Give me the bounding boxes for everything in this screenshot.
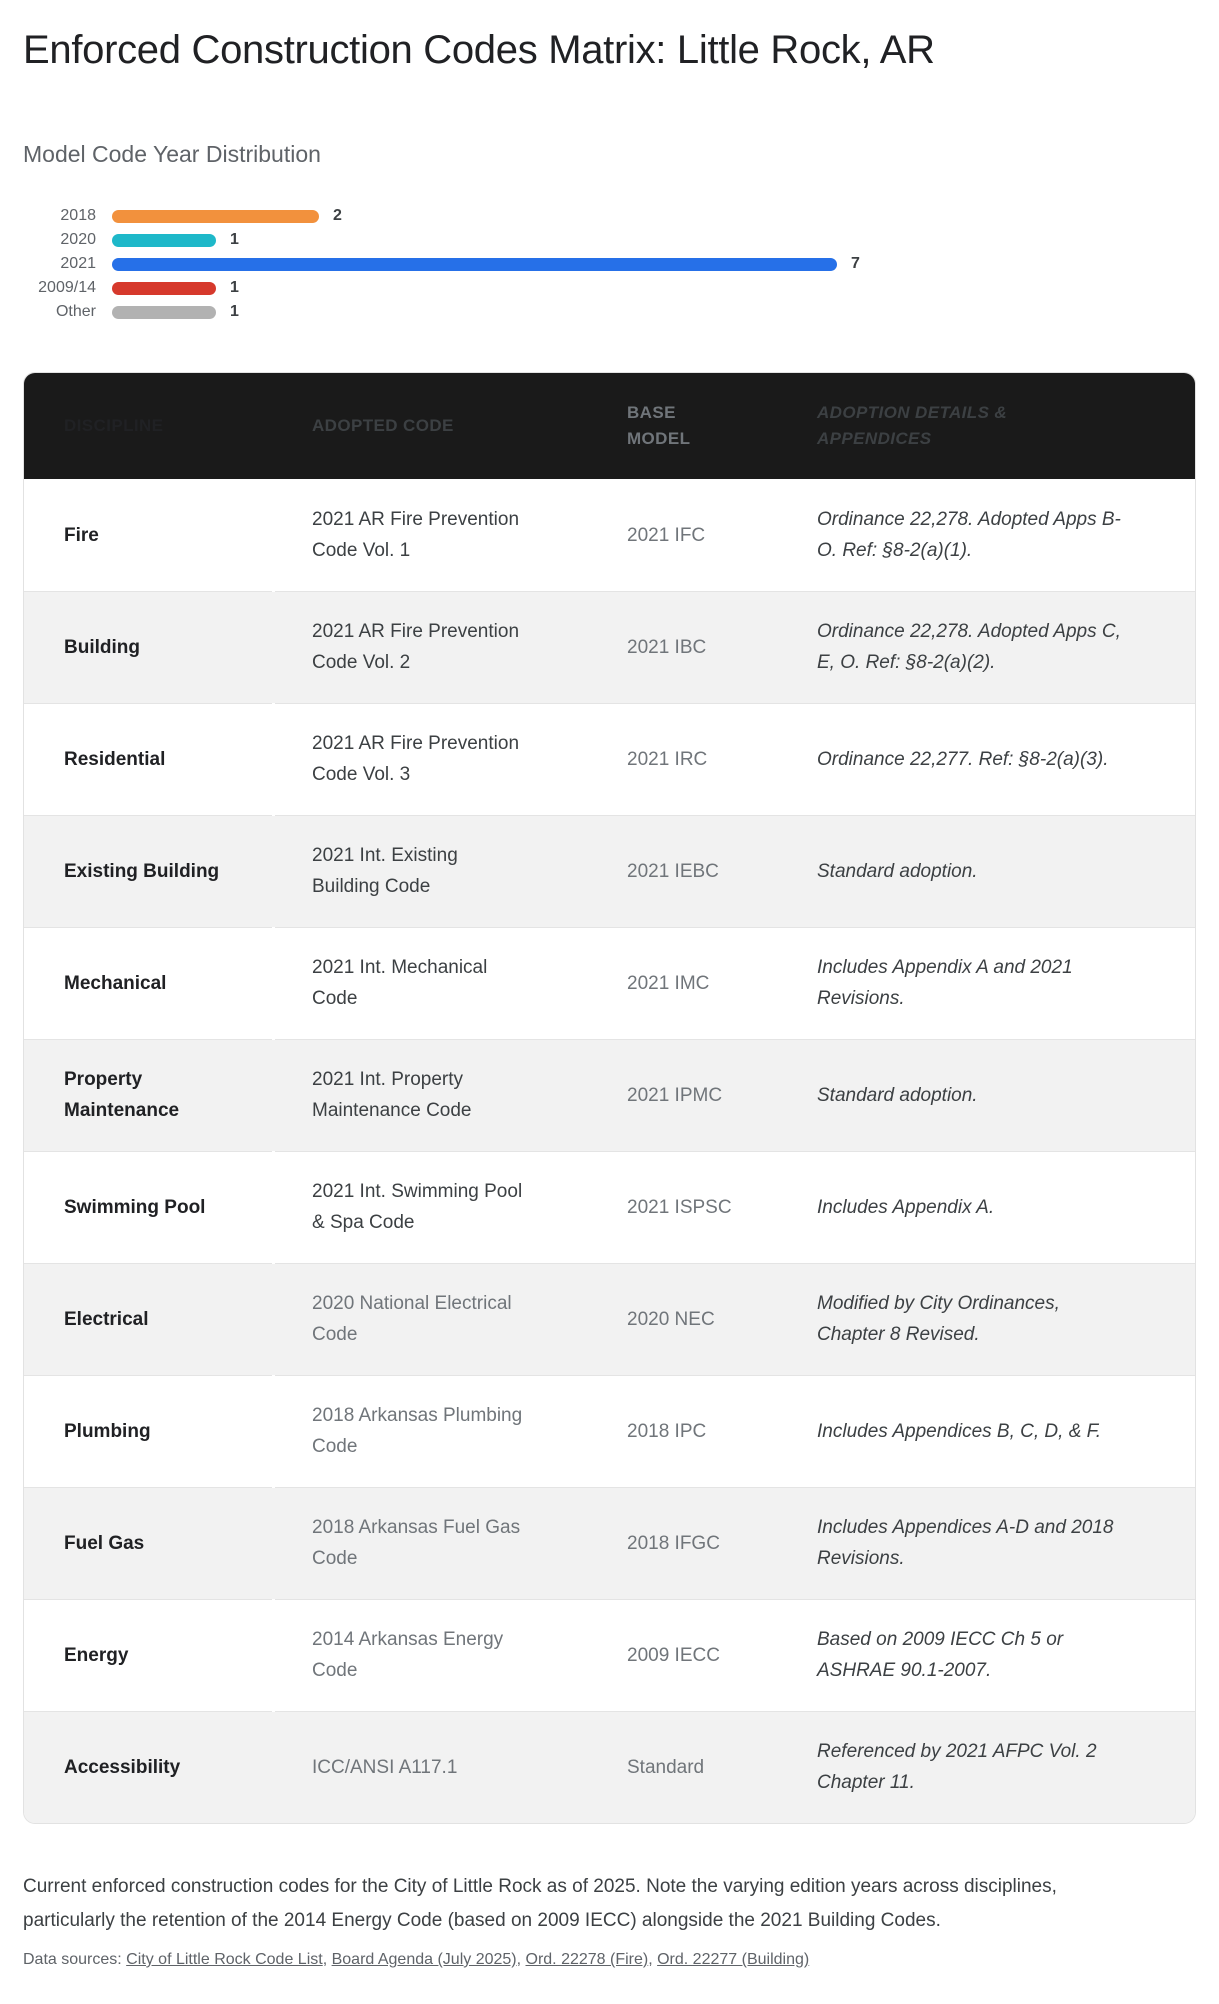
source-link[interactable]: City of Little Rock Code List — [126, 1951, 323, 1968]
sources-label: Data sources: — [23, 1951, 122, 1968]
cell-adopted-code: 2020 National Electrical Code — [312, 1293, 512, 1345]
table-body — [24, 479, 1195, 1823]
bar-chart — [23, 204, 1196, 324]
chart-category-label: 2018 — [60, 207, 96, 224]
cell-adoption-details: Ordinance 22,278. Adopted Apps C, E, O. Ref: §8-2(a)(2). — [817, 621, 1121, 673]
cell-base-model: 2021 IRC — [627, 748, 708, 770]
cell-adoption-details: Standard adoption. — [817, 860, 978, 882]
chart-row — [23, 228, 1196, 252]
cell-base-model: 2021 IBC — [627, 636, 707, 658]
table-row — [24, 1711, 1195, 1823]
chart-bar — [112, 306, 216, 319]
table-row — [24, 591, 1195, 703]
chart-category-label: 2021 — [60, 255, 96, 272]
cell-base-model: Standard — [627, 1756, 705, 1778]
cell-discipline: Plumbing — [64, 1420, 151, 1442]
chart-row — [23, 300, 1196, 324]
cell-base-model: 2020 NEC — [627, 1308, 715, 1330]
cell-discipline: Existing Building — [64, 860, 220, 882]
cell-base-model: 2021 IFC — [627, 524, 706, 546]
cell-discipline: Property Maintenance — [64, 1069, 180, 1121]
cell-discipline: Mechanical — [64, 972, 167, 994]
codes-table — [23, 372, 1196, 1824]
table-header — [24, 373, 1195, 479]
cell-base-model: 2021 IEBC — [627, 860, 719, 882]
source-link[interactable]: Ord. 22278 (Fire) — [525, 1951, 649, 1968]
cell-discipline: Fire — [64, 524, 99, 546]
cell-adoption-details: Includes Appendix A and 2021 Revisions. — [817, 957, 1073, 1009]
source-link[interactable]: Ord. 22277 (Building) — [657, 1951, 810, 1968]
cell-discipline: Swimming Pool — [64, 1196, 206, 1218]
cell-adopted-code: 2021 Int. Existing Building Code — [312, 845, 458, 897]
cell-adoption-details: Includes Appendices B, C, D, & F. — [817, 1420, 1102, 1442]
cell-base-model: 2018 IFGC — [627, 1532, 720, 1554]
header-cell-base-model: BASE MODEL — [627, 402, 691, 448]
chart-bar — [112, 258, 837, 271]
table-row — [24, 815, 1195, 927]
chart-bar — [112, 234, 216, 247]
cell-base-model: 2018 IPC — [627, 1420, 707, 1442]
cell-base-model: 2009 IECC — [627, 1644, 720, 1666]
page-title: Enforced Construction Codes Matrix: Little Rock, AR — [23, 28, 935, 72]
cell-adoption-details: Based on 2009 IECC Ch 5 or ASHRAE 90.1-2007. — [817, 1629, 1064, 1681]
table-row — [24, 703, 1195, 815]
data-sources — [23, 1948, 1196, 1972]
cell-adoption-details: Referenced by 2021 AFPC Vol. 2 Chapter 11. — [817, 1741, 1097, 1793]
cell-adopted-code: 2021 AR Fire Prevention Code Vol. 3 — [312, 733, 520, 785]
footer-note: Current enforced construction codes for the City of Little Rock as of 2025. Note the varying edition years across disciplines, particularly the retention of the 2014 Energy Code (based on 2009 IECC) alongside the 2021 Building Codes. — [23, 1876, 1057, 1931]
cell-discipline: Residential — [64, 748, 166, 770]
header-cell-discipline: DISCIPLINE — [64, 415, 164, 435]
cell-adopted-code: 2014 Arkansas Energy Code — [312, 1629, 504, 1681]
header-cell-adoption-details: ADOPTION DETAILS & APPENDICES — [817, 402, 1008, 448]
cell-adopted-code: 2021 Int. Mechanical Code — [312, 957, 488, 1009]
chart-category-label: 2009/14 — [38, 279, 96, 296]
cell-adopted-code: 2021 Int. Property Maintenance Code — [312, 1069, 472, 1121]
header-cell-adopted-code: ADOPTED CODE — [312, 415, 454, 435]
table-row — [24, 479, 1195, 591]
source-link[interactable]: Board Agenda (July 2025) — [331, 1951, 517, 1968]
cell-discipline: Energy — [64, 1644, 129, 1666]
cell-base-model: 2021 IMC — [627, 972, 710, 994]
chart-category-label: 2020 — [60, 231, 96, 248]
cell-discipline: Fuel Gas — [64, 1532, 145, 1554]
chart-row — [23, 276, 1196, 300]
cell-discipline: Electrical — [64, 1308, 149, 1330]
chart-row — [23, 252, 1196, 276]
cell-adopted-code: 2021 AR Fire Prevention Code Vol. 1 — [312, 509, 520, 561]
chart-value-label: 1 — [230, 279, 239, 296]
chart-bar — [112, 282, 216, 295]
cell-adoption-details: Modified by City Ordinances, Chapter 8 Revised. — [817, 1293, 1060, 1345]
cell-discipline: Accessibility — [64, 1756, 181, 1778]
cell-adoption-details: Standard adoption. — [817, 1084, 978, 1106]
cell-adopted-code: 2018 Arkansas Plumbing Code — [312, 1405, 523, 1457]
cell-base-model: 2021 IPMC — [627, 1084, 723, 1106]
cell-adoption-details: Includes Appendix A. — [817, 1196, 995, 1218]
table-row — [24, 1039, 1195, 1151]
cell-adopted-code: 2021 Int. Swimming Pool & Spa Code — [312, 1181, 523, 1233]
cell-adopted-code: ICC/ANSI A117.1 — [312, 1756, 458, 1778]
chart-row — [23, 204, 1196, 228]
table-row — [24, 1375, 1195, 1487]
table-row — [24, 1487, 1195, 1599]
table-row — [24, 1599, 1195, 1711]
cell-base-model: 2021 ISPSC — [627, 1196, 732, 1218]
chart-value-label: 7 — [851, 255, 860, 272]
cell-adoption-details: Includes Appendices A-D and 2018 Revisions. — [817, 1517, 1114, 1569]
chart-bar — [112, 210, 319, 223]
cell-adopted-code: 2018 Arkansas Fuel Gas Code — [312, 1517, 521, 1569]
cell-adoption-details: Ordinance 22,277. Ref: §8-2(a)(3). — [817, 748, 1109, 770]
chart-value-label: 2 — [333, 207, 342, 224]
chart-value-label: 1 — [230, 231, 239, 248]
cell-adopted-code: 2021 AR Fire Prevention Code Vol. 2 — [312, 621, 520, 673]
table-row — [24, 1151, 1195, 1263]
table-row — [24, 1263, 1195, 1375]
table-row — [24, 927, 1195, 1039]
chart-value-label: 1 — [230, 303, 239, 320]
chart-category-label: Other — [55, 303, 96, 320]
sources-links: City of Little Rock Code List, Board Agenda (July 2025), Ord. 22278 (Fire), Ord. 22277 (Building) — [126, 1951, 810, 1968]
chart-title: Model Code Year Distribution — [23, 141, 321, 167]
cell-adoption-details: Ordinance 22,278. Adopted Apps B-O. Ref: §8-2(a)(1). — [817, 509, 1121, 561]
cell-discipline: Building — [64, 636, 140, 658]
